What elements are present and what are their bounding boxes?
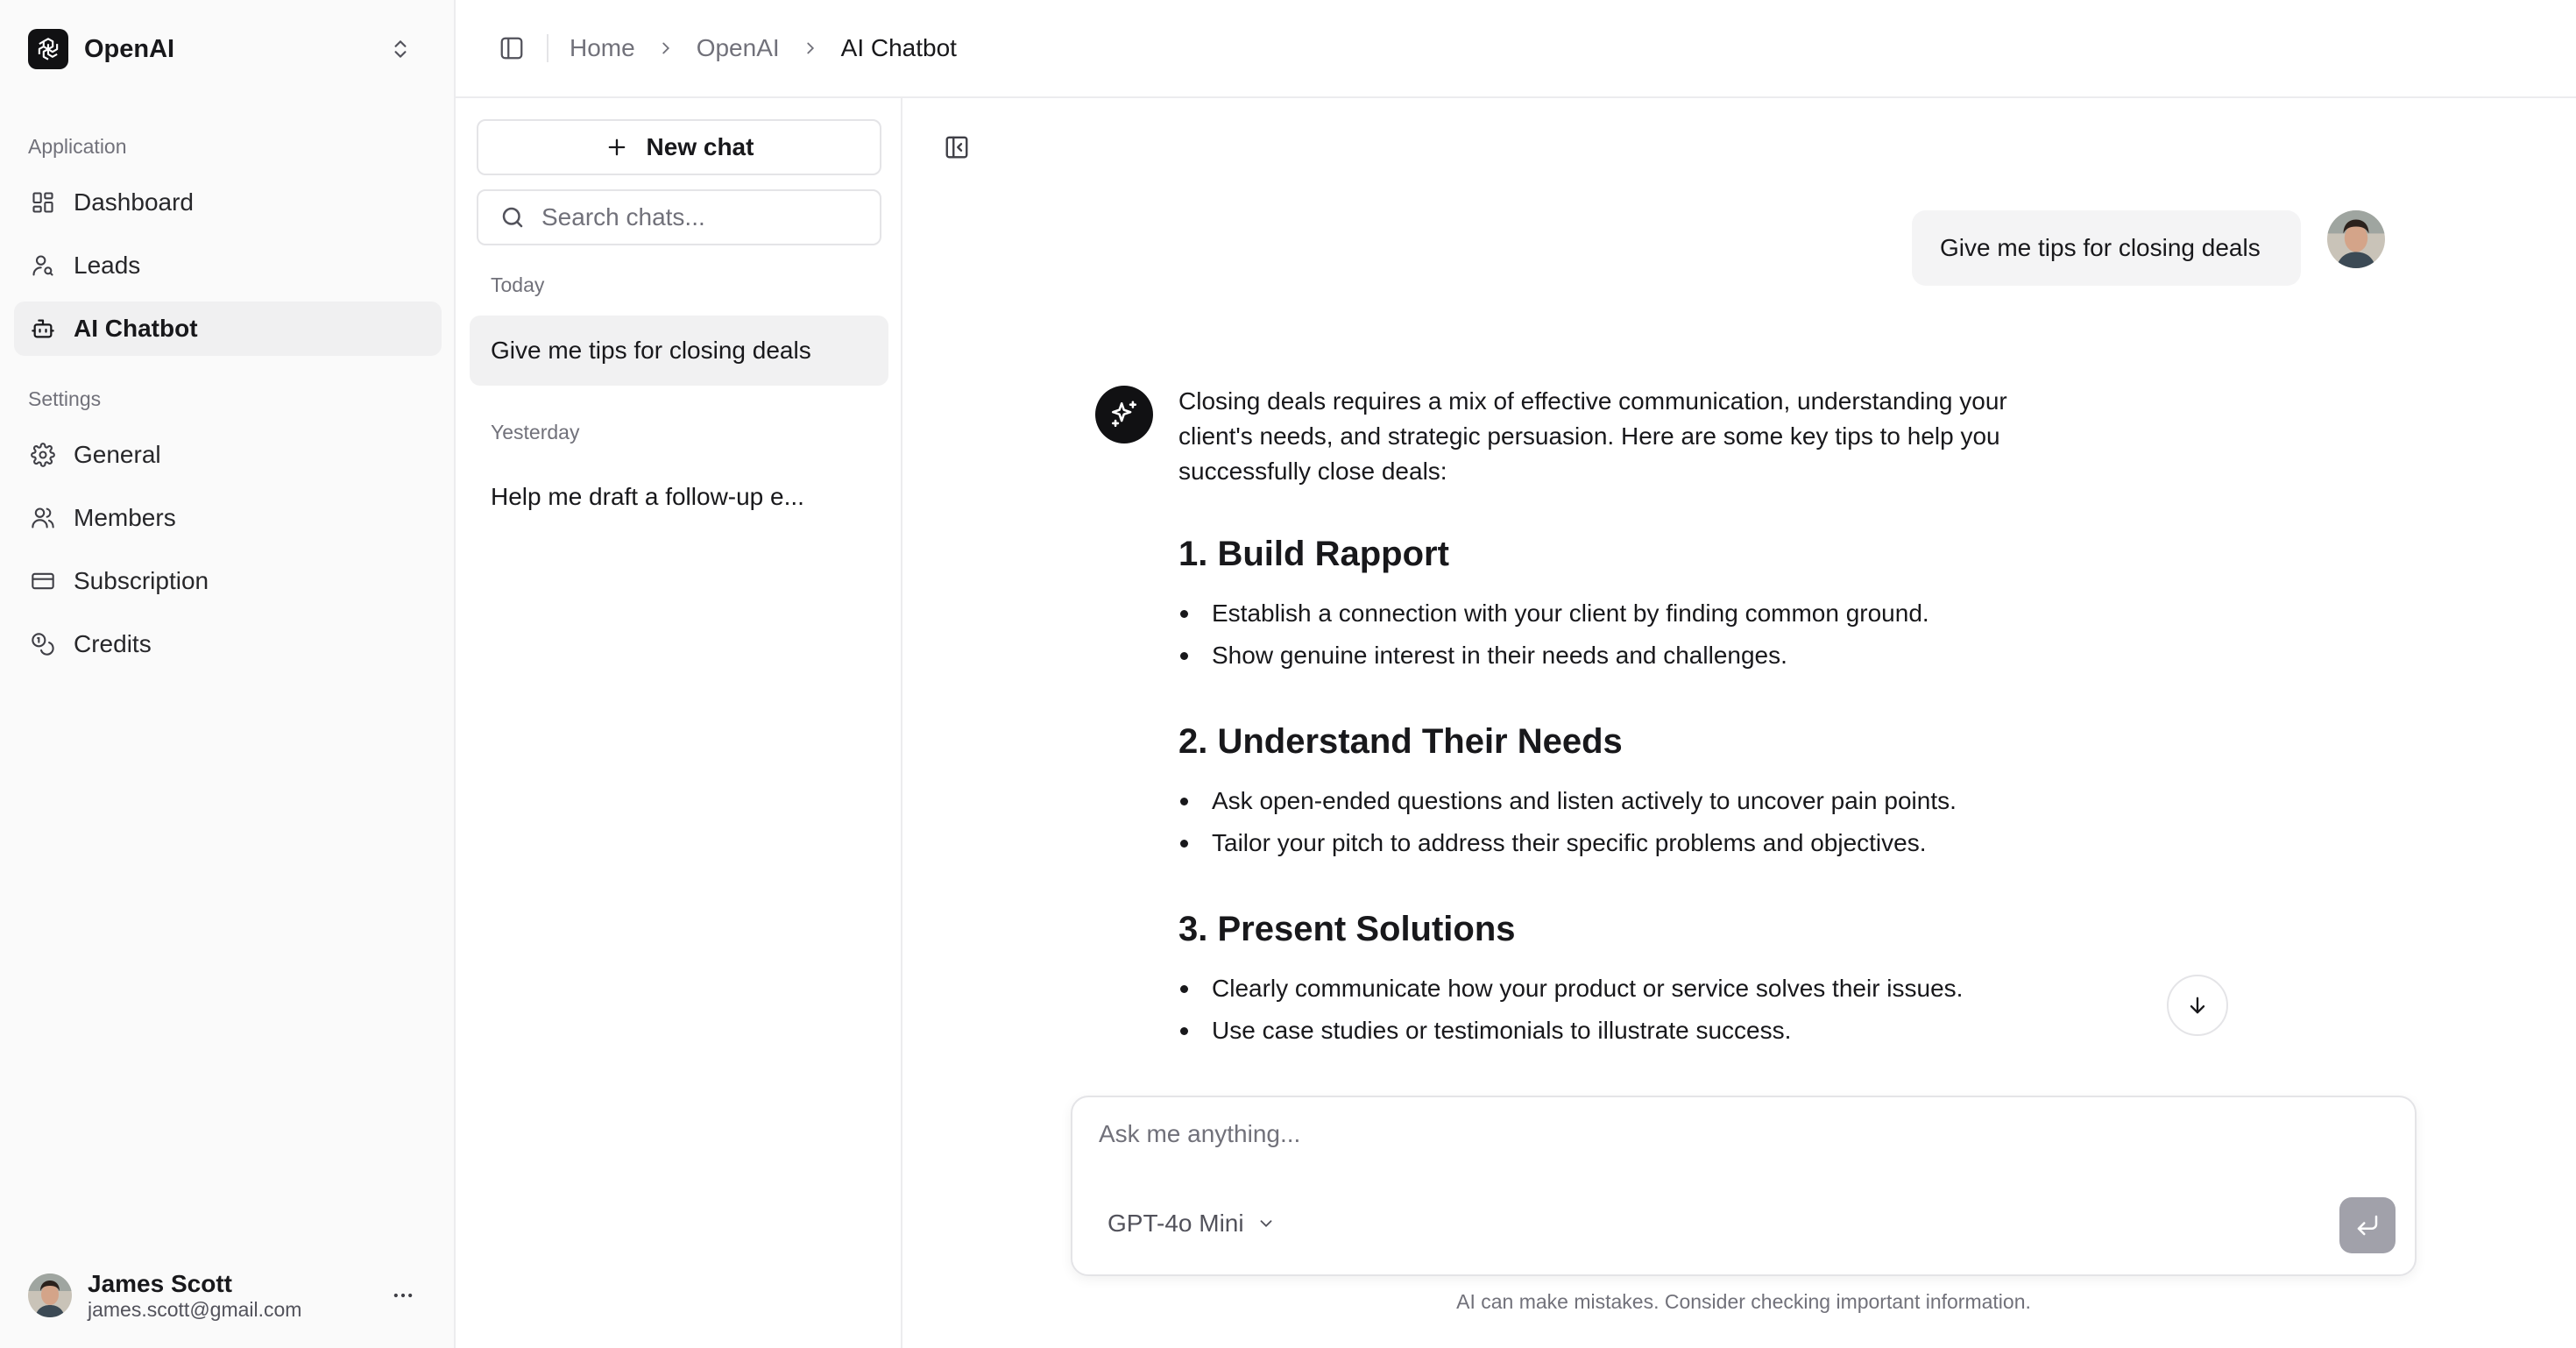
breadcrumb-openai[interactable]: OpenAI bbox=[696, 34, 780, 61]
list-item: Ask open-ended questions and listen actively to uncover pain points. bbox=[1178, 780, 2055, 822]
sidebar-item-label: Members bbox=[74, 504, 176, 531]
sidebar-item-label: AI Chatbot bbox=[74, 315, 198, 342]
breadcrumb bbox=[570, 34, 957, 62]
credit-card-icon bbox=[30, 568, 56, 594]
main bbox=[456, 0, 2576, 1348]
chevron-down-icon bbox=[1256, 1214, 1276, 1233]
sidebar-item-leads[interactable] bbox=[14, 238, 442, 293]
sparkles-icon bbox=[1095, 386, 1153, 443]
panel-left-close-icon[interactable] bbox=[941, 131, 973, 163]
bot-icon bbox=[30, 316, 56, 342]
user-message-bubble: Give me tips for closing deals bbox=[1912, 210, 2301, 286]
dashboard-icon bbox=[30, 189, 56, 216]
user-menu[interactable] bbox=[28, 1269, 428, 1322]
assistant-message bbox=[1178, 384, 2055, 1068]
sidebar-item-label: Leads bbox=[74, 252, 141, 279]
corner-down-left-icon bbox=[2354, 1212, 2381, 1238]
user-name: James Scott bbox=[88, 1270, 232, 1298]
sidebar-item-label: General bbox=[74, 441, 161, 468]
user-search-icon bbox=[30, 252, 56, 279]
coins-icon bbox=[30, 631, 56, 657]
answer-heading: 1. Build Rapport bbox=[1178, 535, 1449, 573]
avatar bbox=[28, 1274, 72, 1317]
answer-list bbox=[1178, 592, 2055, 677]
sidebar-item-members[interactable] bbox=[14, 491, 442, 545]
new-chat-button[interactable] bbox=[477, 119, 881, 175]
topbar bbox=[456, 0, 2576, 98]
list-item: Clearly communicate how your product or service solves their issues. bbox=[1178, 968, 2055, 1010]
conversation bbox=[904, 98, 2576, 1348]
new-chat-label: New chat bbox=[646, 133, 754, 160]
chat-list-panel bbox=[456, 98, 902, 1348]
openai-logo-icon bbox=[28, 29, 68, 69]
answer-heading: 3. Present Solutions bbox=[1178, 910, 1516, 948]
sidebar-item-label: Dashboard bbox=[74, 188, 194, 216]
user-email: james.scott@gmail.com bbox=[88, 1297, 302, 1321]
sidebar-item-label: Credits bbox=[74, 630, 152, 657]
breadcrumb-current: AI Chatbot bbox=[840, 34, 957, 61]
disclaimer-text: AI can make mistakes. Consider checking important information. bbox=[1456, 1290, 2031, 1313]
group-label-yesterday: Yesterday bbox=[491, 421, 580, 443]
sidebar-toggle-icon[interactable] bbox=[494, 31, 529, 66]
breadcrumb-home[interactable]: Home bbox=[570, 34, 635, 61]
list-item: Show genuine interest in their needs and challenges. bbox=[1178, 635, 2055, 677]
chat-composer bbox=[1071, 1096, 2417, 1276]
group-label-today: Today bbox=[491, 273, 545, 296]
search-field[interactable] bbox=[477, 189, 881, 245]
search-icon bbox=[499, 204, 526, 231]
users-icon bbox=[30, 505, 56, 531]
group-label-settings: Settings bbox=[28, 387, 102, 410]
sidebar-item-credits[interactable] bbox=[14, 617, 442, 671]
scroll-fade bbox=[1178, 1046, 2055, 1073]
chevrons-up-down-icon[interactable] bbox=[387, 36, 414, 62]
chevron-right-icon bbox=[797, 35, 824, 61]
group-label-application: Application bbox=[28, 135, 127, 158]
sidebar-item-general[interactable] bbox=[14, 428, 442, 482]
arrow-down-icon bbox=[2185, 993, 2210, 1018]
more-horizontal-icon[interactable] bbox=[386, 1278, 421, 1313]
scroll-to-bottom-button[interactable] bbox=[2167, 975, 2228, 1036]
send-button[interactable] bbox=[2339, 1197, 2396, 1253]
list-item: Tailor your pitch to address their specific problems and objectives. bbox=[1178, 822, 2055, 864]
chat-item[interactable]: Help me draft a follow-up e... bbox=[491, 483, 804, 510]
chevron-right-icon bbox=[653, 35, 679, 61]
sidebar bbox=[0, 0, 456, 1348]
divider bbox=[547, 34, 548, 62]
answer-list bbox=[1178, 968, 2055, 1052]
sidebar-item-dashboard[interactable] bbox=[14, 175, 442, 230]
answer-list bbox=[1178, 780, 2055, 864]
message-input[interactable] bbox=[1099, 1120, 2378, 1164]
answer-intro: Closing deals requires a mix of effective communication, understanding your client's needs, and strategic persuasion. Here are some key tips to help you successfully close deals: bbox=[1178, 387, 2007, 485]
sidebar-item-label: Subscription bbox=[74, 567, 209, 594]
model-label: GPT-4o Mini bbox=[1108, 1210, 1244, 1237]
plus-icon bbox=[605, 135, 629, 160]
list-item: Establish a connection with your client by finding common ground. bbox=[1178, 592, 2055, 635]
model-selector[interactable] bbox=[1108, 1206, 1276, 1241]
search-input[interactable] bbox=[541, 203, 874, 231]
sidebar-item-subscription[interactable] bbox=[14, 554, 442, 608]
list-item: Use case studies or testimonials to illustrate success. bbox=[1178, 1010, 2055, 1052]
org-name: OpenAI bbox=[84, 34, 175, 63]
gear-icon bbox=[30, 442, 56, 468]
answer-heading: 2. Understand Their Needs bbox=[1178, 722, 1623, 761]
avatar bbox=[2327, 210, 2385, 268]
sidebar-item-ai-chatbot[interactable] bbox=[14, 302, 442, 356]
org-switcher[interactable] bbox=[28, 28, 428, 70]
chat-item[interactable]: Give me tips for closing deals bbox=[470, 316, 888, 386]
